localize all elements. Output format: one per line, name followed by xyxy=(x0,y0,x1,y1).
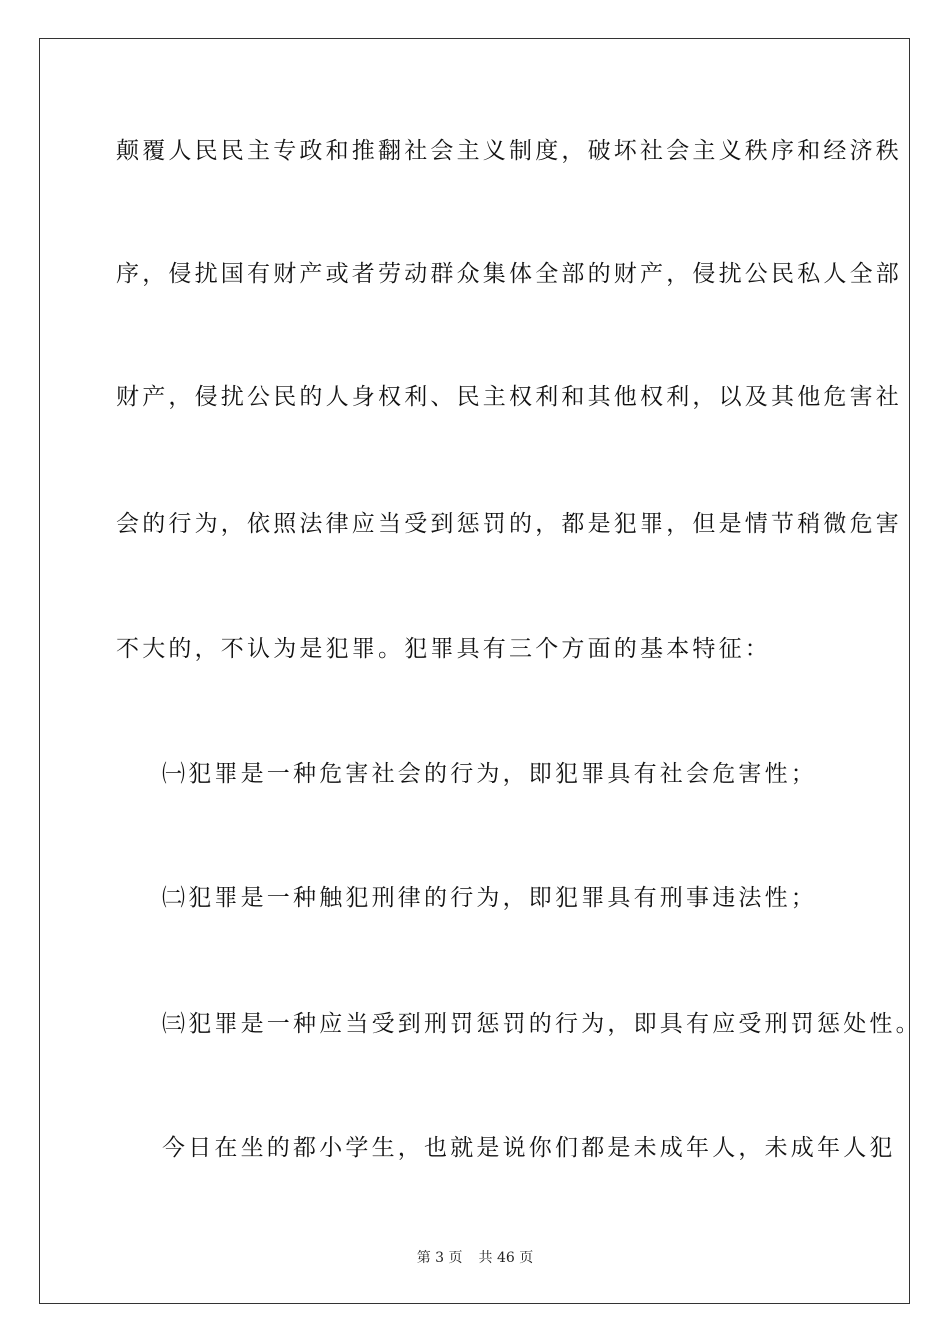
list-item-2: ㈡犯罪是一种触犯刑律的行为，即犯罪具有刑事违法性； xyxy=(162,885,817,911)
page-footer xyxy=(0,1248,950,1268)
body-text-line: 财产，侵扰公民的人身权利、民主权利和其他权利，以及其他危害社 xyxy=(116,384,902,410)
body-text-line: 序，侵扰国有财产或者劳动群众集体全部的财产，侵扰公民私人全部 xyxy=(116,261,902,287)
total-pages: 共 46 页 xyxy=(478,1250,534,1266)
list-item-1: ㈠犯罪是一种危害社会的行为，即犯罪具有社会危害性； xyxy=(162,761,817,787)
page-number: 第 3 页 xyxy=(416,1250,463,1266)
body-text-line: 不大的，不认为是犯罪。犯罪具有三个方面的基本特征： xyxy=(116,636,771,662)
list-item-3: ㈢犯罪是一种应当受到刑罚惩罚的行为，即具有应受刑罚惩处性。 xyxy=(162,1011,922,1037)
page-border xyxy=(39,38,910,1304)
body-text-line: 颠覆人民民主专政和推翻社会主义制度，破坏社会主义秩序和经济秩 xyxy=(116,138,902,164)
body-text-line: 今日在坐的都小学生，也就是说你们都是未成年人，未成年人犯 xyxy=(162,1135,896,1161)
body-text-line: 会的行为，依照法律应当受到惩罚的，都是犯罪，但是情节稍微危害 xyxy=(116,511,902,537)
